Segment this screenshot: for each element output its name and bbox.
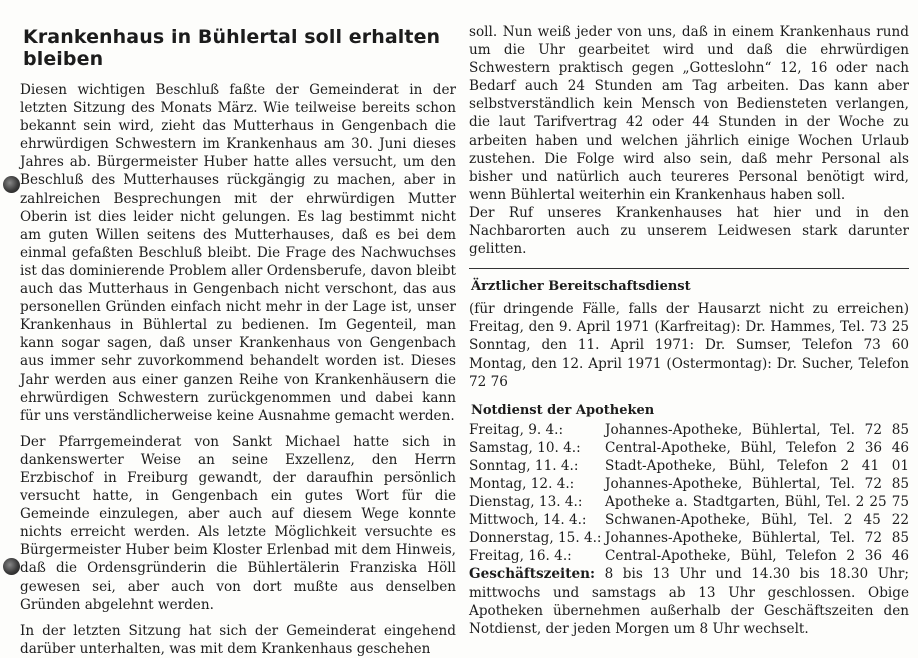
apotheke-name: Johannes-Apotheke, Bühlertal, Tel. 72 85 (605, 421, 909, 438)
article-continuation: soll. Nun weiß jeder von uns, daß in einem Krankenhaus rund um die Uhr gearbeitet wird und daß die ehrwürdigen Schwestern praktisch gegen „Gotteslohn“ 12, 16 oder nach Bedarf auch 24 Stunden am Tag arbeiten. Das kann aber selbstverständlich kein Mensch von Bediensteten verlangen, die laut Tarifvertrag 42 oder 44 Stunden in der Woche zu arbeiten haben und welchen jährlich einige Wochen Urlaub zustehen. Die Folge wird also sein, daß mehr Personal als bisher und natürlich auch teureres Personal benötigt wird, wenn Bühlertal weiterhin ein Krankenhaus haben soll. (469, 24, 909, 203)
apotheken-list (469, 421, 909, 566)
bereitschaft-text: (für dringende Fälle, falls der Hausarzt nicht zu erreichen) Freitag, den 9. April 1971 (Karfreitag): Dr. Hammes, Tel. 73 25 Sonntag, den 11. April 1971: Dr. Sumser, Telefon 73 60 Montag, den 12. April 1971 (Ostermontag): Dr. Sucher, Telefon 72 76 (469, 301, 909, 390)
article-headline: Krankenhaus in Bühlertal soll erhalten bleiben (23, 26, 441, 70)
section-divider (469, 268, 909, 269)
business-hours-label: Geschäftszeiten: (469, 566, 596, 583)
apotheke-day: Sonntag, 11. 4.: (469, 457, 579, 474)
apotheke-name: Central-Apotheke, Bühl, Telefon 2 36 46 (605, 439, 909, 456)
apotheke-name: Stadt-Apotheke, Bühl, Telefon 2 41 01 (605, 457, 909, 474)
apotheke-name: Johannes-Apotheke, Bühlertal, Tel. 72 85 (605, 530, 909, 547)
apotheke-name: Central-Apotheke, Bühl, Telefon 2 36 46 (605, 548, 909, 565)
list-item (469, 529, 909, 547)
article-continuation: Der Ruf unseres Krankenhauses hat hier und in den Nachbarorten auch zu unserem Leidwesen stark darunter gelitten. (469, 204, 909, 258)
apotheke-name: Apotheke a. Stadtgarten, Bühl, Tel. 2 25 75 (605, 494, 909, 511)
article-paragraph: Der Pfarrgemeinderat von Sankt Michael hatte sich in dankenswerter Weise an seine Exzellenz, den Herrn Erzbischof in Freiburg gewandt, der daraufhin persönlich versucht hatte, in Gengenbach ein gutes Wort für die Gemeinde einzulegen, aber auch auf diesem Wege konnte nichts erreicht werden. Als letzte Möglichkeit versuchte es Bürgermeister Huber beim Kloster Erlenbad mit dem Hinweis, daß die Ordensgründerin die Bühlertälerin Franziska Höll gewesen sei, aber auch von dort mußte aus denselben Gründen abgelehnt werden. (20, 433, 456, 613)
apotheke-day: Samstag, 10. 4.: (469, 439, 581, 456)
apotheke-day: Freitag, 9. 4.: (469, 421, 564, 438)
apotheke-day: Mittwoch, 14. 4.: (469, 512, 587, 529)
business-hours (469, 565, 909, 637)
article-paragraph: In der letzten Sitzung hat sich der Gemeinderat eingehend darüber unterhalten, was mit dem Krankenhaus geschehen (20, 622, 456, 657)
list-item (469, 511, 909, 529)
apotheke-day: Freitag, 16. 4.: (469, 548, 572, 565)
list-item (469, 475, 909, 493)
bereitschaft-title: Ärztlicher Bereitschaftsdienst (471, 279, 691, 295)
list-item (469, 493, 909, 511)
apotheke-name: Schwanen-Apotheke, Bühl, Tel. 2 45 22 (605, 512, 909, 529)
article-column (16, 0, 456, 658)
article-paragraph: Diesen wichtigen Beschluß faßte der Gemeinderat in der letzten Sitzung des Monats März. Wie teilweise bereits schon bekannt sein wird, zieht das Mutterhaus in Gengenbach die ehrwürdigen Schwestern im Krankenhaus am 30. Juni dieses Jahres ab. Bürgermeister Huber hatte alles versucht, um den Beschluß des Mutterhauses rückgängig zu machen, aber in zahlreichen Besprechungen mit der ehrwürdigen Mutter Oberin ist dies leider nicht gelungen. Es lag bestimmt nicht am guten Willen seitens des Mutterhauses, daß es bei dem einmal gefaßten Beschluß bleibt. Die Frage des Nachwuchses ist das dominierende Problem aller Ordensberufe, davon bleibt auch das Mutterhaus in Gengenbach nicht verschont, das aus personellen Gründen einfach nicht mehr in der Lage ist, unser Krankenhaus in Bühlertal zu bedienen. Im Gegenteil, man kann sogar sagen, daß unser Krankenhaus von Gengenbach aus immer sehr zuvorkommend behandelt worden ist. Dieses Jahr werden aus einer ganzen Reihe von Krankenhäusern die ehrwürdigen Schwestern zurückgenommen und dabei kann für uns verständlicherweise keine Ausnahme gemacht werden. (20, 82, 456, 424)
apotheke-name: Johannes-Apotheke, Bühlertal, Tel. 72 85 (605, 475, 909, 492)
list-item (469, 439, 909, 457)
business-hours-text: 8 bis 13 Uhr und 14.30 bis 18.30 Uhr; mittwochs und samstags ab 13 Uhr geschlossen. Obige Apotheken übernehmen außerhalb der Geschäftszeiten den Notdienst, der jeden Morgen um 8 Uhr wechselt. (469, 566, 909, 637)
right-column (469, 0, 909, 638)
apotheken-title: Notdienst der Apotheken (471, 402, 655, 418)
apotheke-day: Donnerstag, 15. 4.: (469, 530, 602, 547)
apotheke-day: Montag, 12. 4.: (469, 475, 575, 492)
apotheke-day: Dienstag, 13. 4.: (469, 494, 583, 511)
list-item (469, 421, 909, 439)
list-item (469, 547, 909, 565)
list-item (469, 457, 909, 475)
